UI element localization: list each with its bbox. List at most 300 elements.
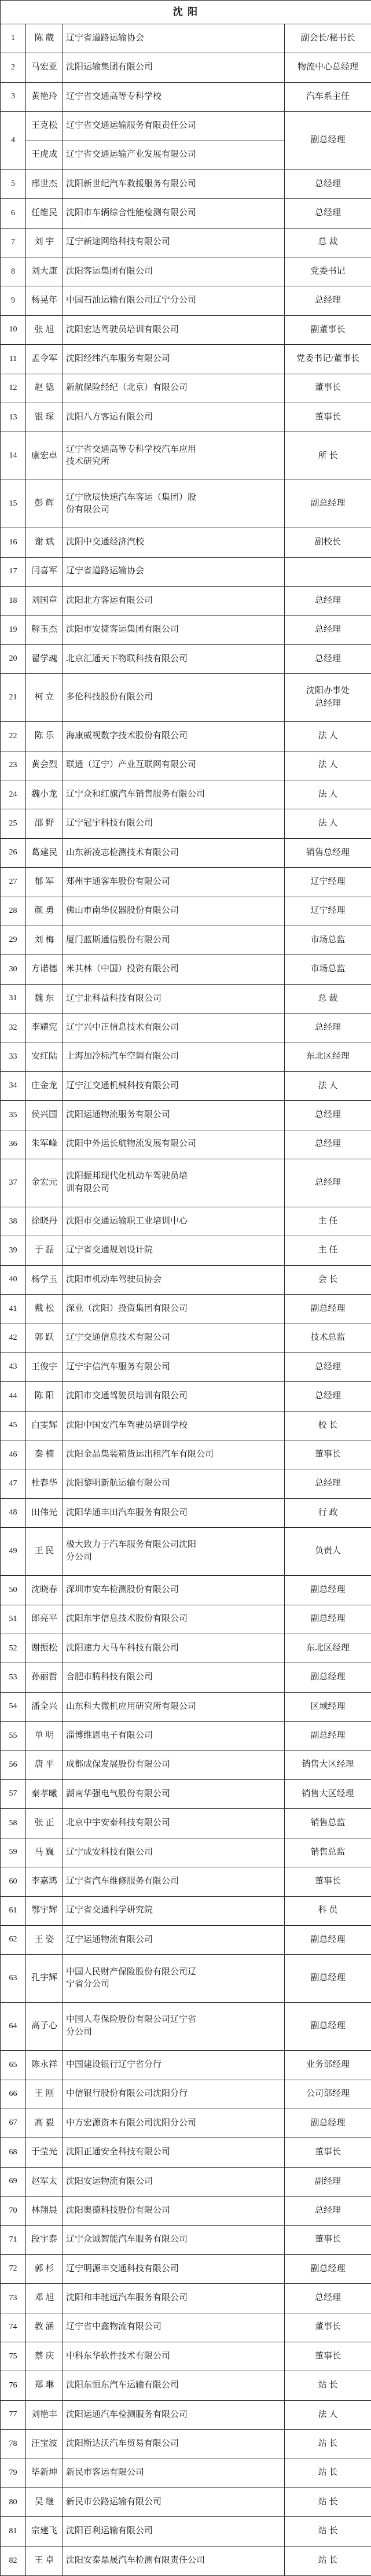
member-name: 张 正: [26, 1809, 63, 1838]
member-name: 陈 阳: [26, 1382, 63, 1411]
table-row: [1, 2313, 371, 2342]
table-row: [1, 780, 371, 809]
member-name: 高 毅: [26, 2109, 63, 2138]
member-title: 站 长: [285, 2459, 371, 2487]
member-title: 总经理: [285, 616, 371, 644]
row-number: 77: [1, 2400, 26, 2429]
member-organization: 沈阳中国安汽车驾驶员培训学校: [63, 1411, 285, 1440]
row-number: 63: [1, 1955, 26, 2003]
row-number: 35: [1, 1101, 26, 1130]
member-organization: 沈阳东恒东汽车运输有限公司: [63, 2371, 285, 2400]
member-organization: 沈阳金晶集装箱货运出租汽车有限公司: [63, 1440, 285, 1469]
member-organization: 沈阳北方客运有限公司: [63, 587, 285, 616]
table-row: [1, 2003, 371, 2051]
member-organization: 沈阳黎明新航运输有限公司: [63, 1469, 285, 1498]
member-title: [285, 557, 371, 586]
member-organization: 沈阳百利运输有限公司: [63, 2517, 285, 2546]
table-row: [1, 1896, 371, 1925]
member-title: 副总经理: [285, 112, 371, 170]
row-number: 64: [1, 2003, 26, 2051]
member-title: 副会长/秘书长: [285, 24, 371, 53]
member-name: 任维民: [26, 199, 63, 228]
table-row: [1, 1634, 371, 1663]
member-name: 刘艳丰: [26, 2400, 63, 2429]
member-organization: 辽宁众诚智能汽车服务有限公司: [63, 2225, 285, 2254]
table-row: [1, 112, 371, 141]
member-organization: 辽宁省交通运输服务有限责任公司: [63, 112, 285, 141]
member-name: 王俊宇: [26, 1353, 63, 1381]
member-organization: 山东新凌志检测技术有限公司: [63, 838, 285, 867]
row-number: 39: [1, 1236, 26, 1265]
member-title: 法 人: [285, 722, 371, 751]
row-number: 44: [1, 1382, 26, 1411]
table-row: [1, 751, 371, 780]
member-organization: 中国建设银行辽宁省分行: [63, 2051, 285, 2080]
member-title: 总经理: [285, 1159, 371, 1207]
member-title: 公司部经理: [285, 2080, 371, 2109]
table-row: [1, 1353, 371, 1381]
member-organization: 中方宏源资本有限公司沈阳分公司: [63, 2109, 285, 2138]
member-name: 秦孝曦: [26, 1779, 63, 1808]
table-row: [1, 1207, 371, 1236]
table-row: [1, 2430, 371, 2459]
row-number: 62: [1, 1925, 26, 1954]
member-title: 销售总监: [285, 1809, 371, 1838]
row-number: 78: [1, 2430, 26, 2459]
member-name: 郭 杉: [26, 2254, 63, 2283]
member-organization: 沈阳华通丰田汽车服务有限公司: [63, 1498, 285, 1527]
member-organization: 辽宁省交通高等专科学校汽车应用 技术研究所: [63, 432, 285, 480]
row-number: 11: [1, 345, 26, 374]
table-row: [1, 1324, 371, 1353]
row-number: 48: [1, 1498, 26, 1527]
row-number: 25: [1, 809, 26, 838]
member-title: 副经理: [285, 2167, 371, 2196]
member-name: 朱军峰: [26, 1130, 63, 1159]
member-name: 谢振松: [26, 1634, 63, 1663]
member-name: 谢 斌: [26, 528, 63, 557]
member-title: 总经理: [285, 2284, 371, 2313]
member-name: 王 姿: [26, 1925, 63, 1954]
member-title: 科 员: [285, 1896, 371, 1925]
member-title: 物流中心总经理: [285, 53, 371, 82]
member-title: 销售总经理: [285, 838, 371, 867]
member-title: 校 长: [285, 1411, 371, 1440]
member-organization: 辽宁交通信息技术有限公司: [63, 1324, 285, 1353]
row-number: 18: [1, 587, 26, 616]
table-row: [1, 2517, 371, 2546]
table-row: [1, 838, 371, 867]
member-title: 副总经理: [285, 2003, 371, 2051]
member-title: 总经理: [285, 1382, 371, 1411]
member-organization: 辽宁省中鑫物流有限公司: [63, 2313, 285, 2342]
member-organization: 沈阳八方客运有限公司: [63, 403, 285, 432]
member-title: 主 任: [285, 1207, 371, 1236]
member-name: 葛建民: [26, 838, 63, 867]
table-row: [1, 1382, 371, 1411]
member-name: 教 涵: [26, 2313, 63, 2342]
member-title: 总经理: [285, 1469, 371, 1498]
row-number: 38: [1, 1207, 26, 1236]
member-organization: 湖南华强电气股份有限公司: [63, 1779, 285, 1808]
row-number: 5: [1, 169, 26, 198]
table-row: [1, 1071, 371, 1100]
member-name: 杨学玉: [26, 1265, 63, 1294]
member-organization: 辽宁省交通规划设计院: [63, 1236, 285, 1265]
member-organization: 联通（辽宁）产业互联网有限公司: [63, 751, 285, 780]
member-title: 站 长: [285, 2517, 371, 2546]
row-number: 52: [1, 1634, 26, 1663]
table-row: [1, 374, 371, 403]
row-number: 19: [1, 616, 26, 644]
member-name: 王克松: [26, 112, 63, 141]
member-organization: 沈阳安泰鼎晟汽车检测有限责任公司: [63, 2546, 285, 2575]
table-row: [1, 1130, 371, 1159]
row-number: 67: [1, 2109, 26, 2138]
member-organization: 沈阳运通物流服务有限公司: [63, 1101, 285, 1130]
member-title: 法 人: [285, 809, 371, 838]
table-row: [1, 868, 371, 897]
member-organization: 中信银行股份有限公司沈阳分行: [63, 2080, 285, 2109]
table-row: [1, 2371, 371, 2400]
member-organization: 辽宁省交通运输产业发展有限公司: [63, 141, 285, 169]
member-title: 总经理: [285, 644, 371, 673]
member-organization: 沈阳和丰驰远汽车服务有限公司: [63, 2284, 285, 2313]
row-number: 12: [1, 374, 26, 403]
member-organization: 辽宁省道路运输协会: [63, 24, 285, 53]
table-row: [1, 169, 371, 198]
member-organization: 新民市客运有限公司: [63, 2459, 285, 2487]
member-organization: 沈阳中外运长航物流发展有限公司: [63, 1130, 285, 1159]
member-organization: 沈阳市机动车驾驶员协会: [63, 1265, 285, 1294]
member-name: 秦 楠: [26, 1440, 63, 1469]
table-row: [1, 1528, 371, 1576]
member-title: 董事长: [285, 2342, 371, 2371]
table-row: [1, 897, 371, 926]
row-number: 14: [1, 432, 26, 480]
row-number: 42: [1, 1324, 26, 1353]
table-header-title: 沈 阳: [1, 1, 371, 24]
member-organization: 沈阳市交通运输职工业培训中心: [63, 1207, 285, 1236]
member-name: 赵 德: [26, 374, 63, 403]
table-row: [1, 2197, 371, 2225]
row-number: 65: [1, 2051, 26, 2080]
member-title: 总 裁: [285, 984, 371, 1013]
row-number: 80: [1, 2488, 26, 2517]
table-row: [1, 2488, 371, 2517]
member-organization: 中国人寿保险股份有限公司辽宁省 分公司: [63, 2003, 285, 2051]
member-title: 总经理: [285, 1014, 371, 1042]
member-title: 副总经理: [285, 1955, 371, 2003]
table-row: [1, 528, 371, 557]
table-row: [1, 674, 371, 722]
row-number: 30: [1, 955, 26, 984]
table-row: [1, 1265, 371, 1294]
member-organization: 中国石油运输有限公司辽宁分公司: [63, 286, 285, 315]
table-row: [1, 1779, 371, 1808]
member-name: 彭 辉: [26, 480, 63, 528]
table-row: [1, 1809, 371, 1838]
member-name: 王 刚: [26, 2080, 63, 2109]
member-title: 法 人: [285, 780, 371, 809]
row-number: 76: [1, 2371, 26, 2400]
member-organization: 沈阳客运集团有限公司: [63, 257, 285, 286]
member-name: 郎亮平: [26, 1605, 63, 1634]
member-organization: 辽宁省交通高等专科学校: [63, 82, 285, 111]
member-organization: 多伦科技股份有限公司: [63, 674, 285, 722]
row-number: 74: [1, 2313, 26, 2342]
row-number: 55: [1, 1722, 26, 1750]
row-number: 22: [1, 722, 26, 751]
member-name: 吴 继: [26, 2488, 63, 2517]
member-title: 董事长: [285, 374, 371, 403]
member-title: 区域经理: [285, 1692, 371, 1721]
table-row: [1, 1014, 371, 1042]
member-organization: 深业（沈阳）投资集团有限公司: [63, 1295, 285, 1324]
table-row: [1, 286, 371, 315]
member-name: 高子心: [26, 2003, 63, 2051]
row-number: 82: [1, 2546, 26, 2575]
member-organization: 米其林（中国）投资有限公司: [63, 955, 285, 984]
member-name: 孟令军: [26, 345, 63, 374]
member-organization: 辽宁江交通机械科技有限公司: [63, 1071, 285, 1100]
member-name: 陈永祥: [26, 2051, 63, 2080]
member-organization: 中国人民财产保险股份有限公司辽 宁省分公司: [63, 1955, 285, 2003]
row-number: 41: [1, 1295, 26, 1324]
member-name: 颜 勇: [26, 897, 63, 926]
member-title: 总经理: [285, 199, 371, 228]
table-row: [1, 1692, 371, 1721]
member-title: 销售大区经理: [285, 1750, 371, 1779]
table-row: [1, 2459, 371, 2487]
member-name: 黄艳玲: [26, 82, 63, 111]
member-organization: 辽宁兴中正信息技术有限公司: [63, 1014, 285, 1042]
member-title: 辽宁经理: [285, 868, 371, 897]
table-row: [1, 1605, 371, 1634]
table-row: [1, 2138, 371, 2167]
member-name: 柯 立: [26, 674, 63, 722]
row-number: 17: [1, 557, 26, 586]
member-name: 戴 松: [26, 1295, 63, 1324]
table-row: [1, 403, 371, 432]
member-name: 毕新坤: [26, 2459, 63, 2487]
table-row: [1, 1576, 371, 1605]
member-title: 总经理: [285, 1353, 371, 1381]
member-name: 王 民: [26, 1528, 63, 1576]
member-organization: 成都成保发展股份有限公司: [63, 1750, 285, 1779]
member-title: 业务部经理: [285, 2051, 371, 2080]
member-name: 魏 东: [26, 984, 63, 1013]
member-name: 马 巍: [26, 1838, 63, 1867]
table-row: [1, 955, 371, 984]
row-number: 69: [1, 2167, 26, 2196]
row-number: 9: [1, 286, 26, 315]
member-title: 站 长: [285, 2430, 371, 2459]
member-title: 总经理: [285, 587, 371, 616]
row-number: 45: [1, 1411, 26, 1440]
row-number: 61: [1, 1896, 26, 1925]
table-row: [1, 984, 371, 1013]
member-name: 李耀宪: [26, 1014, 63, 1042]
row-number: 8: [1, 257, 26, 286]
row-number: 60: [1, 1867, 26, 1896]
member-name: 邵 野: [26, 809, 63, 838]
member-title: 法 人: [285, 1071, 371, 1100]
member-organization: 辽宁成安科技有限公司: [63, 1838, 285, 1867]
member-name: 鄂宇辉: [26, 1896, 63, 1925]
row-number: 58: [1, 1809, 26, 1838]
table-row: [1, 315, 371, 344]
member-title: 辽宁经理: [285, 897, 371, 926]
member-organization: 北京汇通天下物联科技有限公司: [63, 644, 285, 673]
member-organization: 佛山市南华仪器股份有限公司: [63, 897, 285, 926]
member-organization: 辽宁北科益科技有限公司: [63, 984, 285, 1013]
member-title: 副总经理: [285, 1295, 371, 1324]
table-row: [1, 2400, 371, 2429]
member-organization: 辽宁省汽车维修服务有限公司: [63, 1867, 285, 1896]
member-title: 站 长: [285, 2371, 371, 2400]
table-row: [1, 1236, 371, 1265]
row-number: 36: [1, 1130, 26, 1159]
member-title: 副总经理: [285, 1576, 371, 1605]
member-name: 孙丽哲: [26, 1663, 63, 1692]
table-row: [1, 228, 371, 257]
row-number: 32: [1, 1014, 26, 1042]
member-name: 于 磊: [26, 1236, 63, 1265]
table-row: [1, 432, 371, 480]
member-organization: 辽宁省交通科学研究院: [63, 1896, 285, 1925]
member-name: 黄会烈: [26, 751, 63, 780]
member-name: 王 卓: [26, 2546, 63, 2575]
member-name: 翟学魂: [26, 644, 63, 673]
member-name: 陈 葳: [26, 24, 63, 53]
row-number: 31: [1, 984, 26, 1013]
member-name: 段宇泰: [26, 2225, 63, 2254]
row-number: 56: [1, 1750, 26, 1779]
member-organization: 山东科大微机应用研究所有限公司: [63, 1692, 285, 1721]
table-row: [1, 2167, 371, 2196]
row-number: 10: [1, 315, 26, 344]
member-organization: 辽宁欣辰快速汽车客运（集团）股 份有限公司: [63, 480, 285, 528]
member-name: 郁 军: [26, 868, 63, 897]
row-number: 33: [1, 1042, 26, 1071]
member-title: 市场总监: [285, 926, 371, 955]
member-organization: 沈阳新世纪汽车救援服务有限公司: [63, 169, 285, 198]
member-name: 李嘉鸿: [26, 1867, 63, 1896]
member-title: 销售总监: [285, 1838, 371, 1867]
member-name: 银 琛: [26, 403, 63, 432]
table-row: [1, 2051, 371, 2080]
table-row: [1, 1042, 371, 1071]
table-row: [1, 1838, 371, 1867]
member-title: 副总经理: [285, 1722, 371, 1750]
member-title: 副总经理: [285, 1605, 371, 1634]
member-name: 沈晓春: [26, 1576, 63, 1605]
member-name: 刘国章: [26, 587, 63, 616]
table-row: [1, 1925, 371, 1954]
table-row: [1, 2109, 371, 2138]
member-title: 负责人: [285, 1528, 371, 1576]
member-title: 总经理: [285, 169, 371, 198]
member-title: 技术总监: [285, 1324, 371, 1353]
row-number: 20: [1, 644, 26, 673]
table-row: [1, 1663, 371, 1692]
table-row: [1, 1498, 371, 1527]
member-organization: 沈阳速力大马车科技有限公司: [63, 1634, 285, 1663]
row-number: 1: [1, 24, 26, 53]
member-organization: 辽宁新途网络科技有限公司: [63, 228, 285, 257]
member-organization: 沈阳正通安全科技有限公司: [63, 2138, 285, 2167]
table-row: [1, 1295, 371, 1324]
member-title: 董事长: [285, 2313, 371, 2342]
row-number: 6: [1, 199, 26, 228]
row-number: 28: [1, 897, 26, 926]
member-title: 会 长: [285, 1265, 371, 1294]
row-number: 79: [1, 2459, 26, 2487]
member-organization: 辽宁冠宇科技有限公司: [63, 809, 285, 838]
member-organization: 沈阳中交通经济汽校: [63, 528, 285, 557]
table-row: [1, 2080, 371, 2109]
table-row: [1, 1750, 371, 1779]
member-name: 康宏卓: [26, 432, 63, 480]
row-number: 23: [1, 751, 26, 780]
table-row: [1, 926, 371, 955]
row-number: 21: [1, 674, 26, 722]
member-title: 销售大区经理: [285, 1779, 371, 1808]
row-number: 57: [1, 1779, 26, 1808]
member-organization: 沈阳市安捷客运集团有限公司: [63, 616, 285, 644]
member-organization: 郑州宇通客车股份有限公司: [63, 868, 285, 897]
table-row: [1, 616, 371, 644]
row-number: 68: [1, 2138, 26, 2167]
table-row: [1, 1440, 371, 1469]
member-title: 法 人: [285, 2400, 371, 2429]
member-name: 闫喜军: [26, 557, 63, 586]
table-row: [1, 809, 371, 838]
member-organization: 新民市公路运输有限公司: [63, 2488, 285, 2517]
member-name: 陈 乐: [26, 722, 63, 751]
row-number: 15: [1, 480, 26, 528]
member-title: 副董事长: [285, 315, 371, 344]
row-number: 29: [1, 926, 26, 955]
member-name: 蔡 庆: [26, 2342, 63, 2371]
member-organization: 辽宁运通物流有限公司: [63, 1925, 285, 1954]
member-name: 唐 平: [26, 1750, 63, 1779]
member-name: 安红陆: [26, 1042, 63, 1071]
table-header-row: [1, 1, 371, 24]
row-number: 70: [1, 2197, 26, 2225]
member-name: 邢世杰: [26, 169, 63, 198]
member-organization: 厦门蓝斯通信股份有限公司: [63, 926, 285, 955]
table-row: [1, 2284, 371, 2313]
row-number: 75: [1, 2342, 26, 2371]
row-number: 16: [1, 528, 26, 557]
row-number: 51: [1, 1605, 26, 1634]
member-title: 主 任: [285, 1236, 371, 1265]
member-title: 副总经理: [285, 2254, 371, 2283]
member-name: 刘 宇: [26, 228, 63, 257]
row-number: 7: [1, 228, 26, 257]
member-title: 总经理: [285, 286, 371, 315]
member-organization: 海康威视数字技术股份有限公司: [63, 722, 285, 751]
member-name: 郑 琳: [26, 2371, 63, 2400]
row-number: 3: [1, 82, 26, 111]
row-number: 2: [1, 53, 26, 82]
row-number: 81: [1, 2517, 26, 2546]
member-title: 党委书记/董事长: [285, 345, 371, 374]
member-name: 杜春华: [26, 1469, 63, 1498]
member-name: 于莹光: [26, 2138, 63, 2167]
